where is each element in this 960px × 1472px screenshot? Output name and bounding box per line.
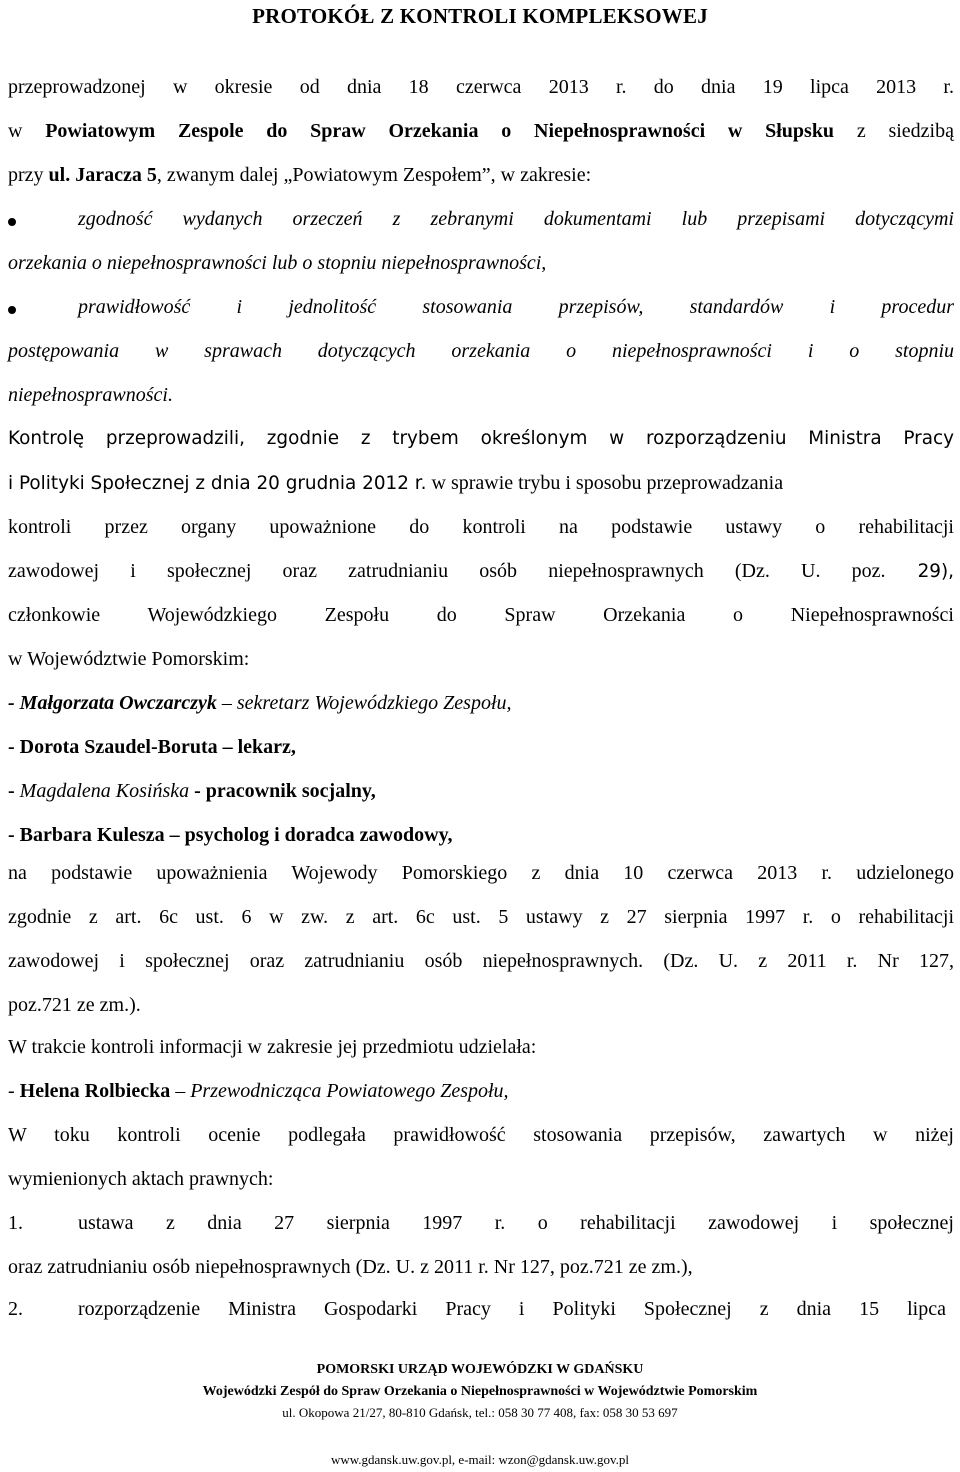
institution-address: ul. Jaracza 5 — [48, 164, 157, 186]
footer-office: POMORSKI URZĄD WOJEWÓDZKI W GDAŃSKU — [316, 1362, 644, 1377]
legal-basis-line-1: W toku kontroli ocenie podlegała prawidłowość stosowania przepisów, zawartych w niżej — [8, 1124, 954, 1146]
scope-item-1-line-2: orzekania o niepełnosprawności lub o stopniu niepełnosprawności, — [8, 252, 547, 274]
scope-item-2-line-3: niepełnosprawności. — [8, 384, 173, 406]
legal-act-1-line-2: oraz zatrudnianiu osób niepełnosprawnych (Dz. U. z 2011 r. Nr 127, poz.721 ze zm.), — [8, 1256, 693, 1278]
authorization-line-3: zawodowej i społecznej oraz zatrudnianiu osób niepełnosprawnych. (Dz. U. z 2011 r. Nr 127, — [8, 950, 954, 972]
controllers-line-6: w Województwie Pomorskim: — [8, 648, 250, 670]
list-number-2: 2. — [8, 1298, 23, 1320]
controllers-line-2: i Polityki Społecznej z dnia 20 grudnia 2012 r. w sprawie trybu i sposobu przeprowadzania — [8, 472, 784, 494]
legal-act-2-line-1: rozporządzenie Ministra Gospodarki Pracy i Polityki Społecznej z dnia 15 lipca — [78, 1298, 946, 1320]
controllers-line-4: zawodowej i społecznej oraz zatrudnianiu osób niepełnosprawnych (Dz. U. poz. 29), — [8, 560, 954, 582]
scope-item-2-line-2: postępowania w sprawach dotyczących orzekania o niepełnosprawności i o stopniu — [8, 340, 954, 362]
member-1: - Małgorzata Owczarczyk – sekretarz Wojewódzkiego Zespołu, — [8, 692, 512, 714]
footer-team: Wojewódzki Zespół do Spraw Orzekania o Niepełnosprawności w Województwie Pomorskim — [202, 1384, 758, 1399]
intro-line-3: przy ul. Jaracza 5, zwanym dalej „Powiatowym Zespołem”, w zakresie: — [8, 164, 592, 186]
document-title: PROTOKÓŁ Z KONTROLI KOMPLEKSOWEJ — [252, 4, 708, 28]
authorization-line-2: zgodnie z art. 6c ust. 6 w zw. z art. 6c ust. 5 ustawy z 27 sierpnia 1997 r. o rehabilitacji — [8, 906, 954, 928]
legal-act-1-line-1: ustawa z dnia 27 sierpnia 1997 r. o rehabilitacji zawodowej i społecznej — [78, 1212, 954, 1234]
bullet-marker — [8, 218, 16, 226]
list-number-1: 1. — [8, 1212, 23, 1234]
footer-address: ul. Okopowa 21/27, 80-810 Gdańsk, tel.: 058 30 77 408, fax: 058 30 53 697 — [282, 1405, 678, 1420]
information-person: - Helena Rolbiecka – Przewodnicząca Powiatowego Zespołu, — [8, 1080, 509, 1102]
footer-web-email: www.gdansk.uw.gov.pl, e-mail: wzon@gdansk.uw.gov.pl — [330, 1452, 630, 1467]
bullet-marker — [8, 306, 16, 314]
intro-line-1: przeprowadzonej w okresie od dnia 18 czerwca 2013 r. do dnia 19 lipca 2013 r. — [8, 76, 954, 98]
member-3: - Magdalena Kosińska - pracownik socjalny, — [8, 780, 376, 802]
scope-item-1-line-1: zgodność wydanych orzeczeń z zebranymi dokumentami lub przepisami dotyczącymi — [78, 208, 954, 230]
controllers-line-5: członkowie Wojewódzkiego Zespołu do Spraw Orzekania o Niepełnosprawności — [8, 604, 954, 626]
controllers-line-3: kontroli przez organy upoważnione do kontroli na podstawie ustawy o rehabilitacji — [8, 516, 954, 538]
authorization-line-1: na podstawie upoważnienia Wojewody Pomorskiego z dnia 10 czerwca 2013 r. udzielonego — [8, 862, 954, 884]
intro-line-2: w Powiatowym Zespole do Spraw Orzekania o Niepełnosprawności w Słupsku z siedzibą — [8, 120, 954, 142]
scope-item-2-line-1: prawidłowość i jednolitość stosowania przepisów, standardów i procedur — [78, 296, 954, 318]
authorization-line-4: poz.721 ze zm.). — [8, 994, 141, 1016]
information-intro: W trakcie kontroli informacji w zakresie jej przedmiotu udzielała: — [8, 1036, 537, 1058]
legal-basis-line-2: wymienionych aktach prawnych: — [8, 1168, 274, 1190]
member-2: - Dorota Szaudel-Boruta – lekarz, — [8, 736, 296, 758]
institution-name: Powiatowym Zespole do Spraw Orzekania o Niepełnosprawności w Słupsku — [45, 120, 835, 142]
controllers-line-1: Kontrolę przeprowadzili, zgodnie z trybem określonym w rozporządzeniu Ministra Pracy — [8, 428, 954, 449]
member-4: - Barbara Kulesza – psycholog i doradca zawodowy, — [8, 824, 453, 846]
